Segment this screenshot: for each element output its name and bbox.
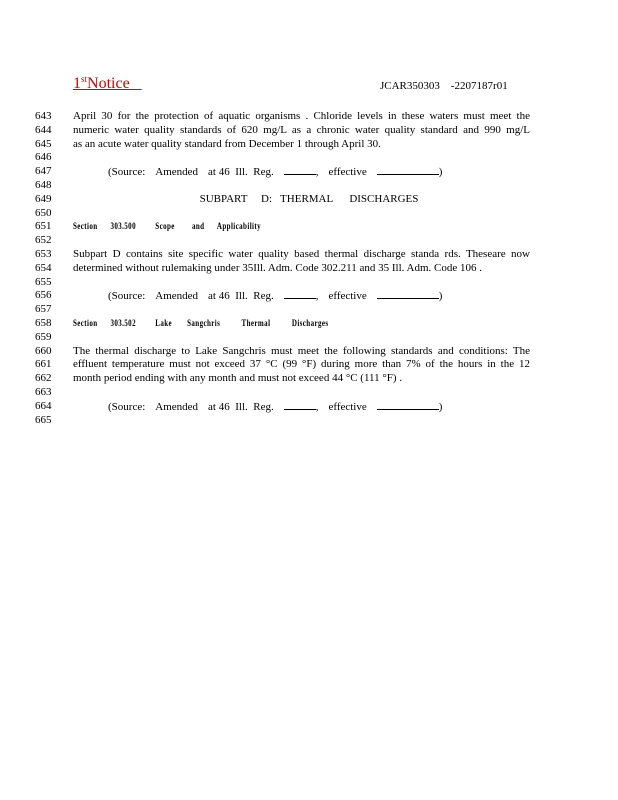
line-number: 664 <box>35 399 52 412</box>
blank-effective-date <box>377 164 439 175</box>
line-number: 643 <box>35 110 52 122</box>
source-note <box>108 164 530 179</box>
document-line <box>0 247 618 261</box>
source-amended: Amended <box>155 290 199 303</box>
source-reg: at 46 Ill. Reg. <box>208 290 274 303</box>
subpart-heading: SUBPART D: THERMAL DISCHARGES <box>199 192 419 205</box>
section-heading: Section 303.502 Lake Sangchris Thermal Discharges <box>73 318 329 328</box>
line-number: 656 <box>35 289 52 302</box>
line-number: 654 <box>35 261 52 274</box>
blank-register-number <box>284 399 316 410</box>
document-line <box>0 178 618 192</box>
document-line <box>0 357 618 371</box>
source-effective: effective <box>328 400 367 413</box>
line-number: 650 <box>35 206 52 219</box>
document-line <box>0 288 618 302</box>
document-line <box>0 330 618 344</box>
document-line <box>0 399 618 413</box>
source-reg: at 46 Ill. Reg. <box>208 166 274 179</box>
line-number: 648 <box>35 179 52 191</box>
blank-effective-date <box>377 399 439 410</box>
source-amended: Amended <box>155 166 199 179</box>
document-line <box>0 344 618 358</box>
source-open: (Source: <box>108 400 146 413</box>
source-effective: effective <box>328 290 367 303</box>
source-effective: effective <box>328 166 367 179</box>
notice-label: 1stNotice <box>73 74 130 92</box>
document-line <box>0 385 618 399</box>
document-line <box>0 316 618 330</box>
document-line <box>0 123 618 137</box>
line-number: 649 <box>35 192 52 205</box>
source-comma: , <box>315 290 319 303</box>
line-text: numeric water quality standards of 620 mg/L as a chronic water quality standard and 990 mg/L <box>73 123 530 136</box>
document-line <box>0 275 618 289</box>
line-number: 658 <box>35 317 52 329</box>
line-text: month period ending with any month and must not exceed 44 °C (111 °F) . <box>73 372 403 385</box>
source-close: ) <box>438 290 443 303</box>
source-note <box>108 288 530 303</box>
document-line <box>0 164 618 178</box>
document-line <box>0 413 618 427</box>
line-number: 662 <box>35 372 52 385</box>
line-text: effluent temperature must not exceed 37 °C (99 °F) during more than 7% of the hours in the 12 <box>73 358 530 371</box>
source-note <box>108 399 530 414</box>
source-reg: at 46 Ill. Reg. <box>208 400 274 413</box>
line-text: April 30 for the protection of aquatic organisms . Chloride levels in these waters must meet the <box>73 110 530 122</box>
source-close: ) <box>438 400 443 413</box>
source-open: (Source: <box>108 290 146 303</box>
line-number: 646 <box>35 151 52 164</box>
line-number: 653 <box>35 248 52 260</box>
blank-register-number <box>284 288 316 299</box>
line-number: 644 <box>35 123 52 136</box>
document-id: JCAR350303 -2207187r01 <box>380 80 508 92</box>
line-number: 663 <box>35 386 52 398</box>
document-line <box>0 150 618 164</box>
line-text: determined without rulemaking under 35Ill. Adm. Code 302.211 and 35 Ill. Adm. Code 106 . <box>73 261 482 274</box>
blank-register-number <box>284 164 316 175</box>
blank-effective-date <box>377 288 439 299</box>
source-comma: , <box>315 166 319 179</box>
document-line <box>0 261 618 275</box>
document-line <box>0 206 618 220</box>
document-line <box>0 219 618 233</box>
section-heading: Section 303.500 Scope and Applicability <box>73 221 262 232</box>
document-line <box>0 109 618 123</box>
line-text: Subpart D contains site specific water quality based thermal discharge standa rds. Theseare now <box>73 248 530 260</box>
line-number: 657 <box>35 303 52 316</box>
source-close: ) <box>438 166 443 179</box>
line-number: 655 <box>35 275 52 288</box>
line-number: 659 <box>35 330 52 343</box>
document-line <box>0 371 618 385</box>
line-number: 645 <box>35 137 52 150</box>
line-text: The thermal discharge to Lake Sangchris must meet the following standards and conditions: The <box>73 344 530 357</box>
document-line <box>0 302 618 316</box>
document-line <box>0 192 618 206</box>
line-number: 652 <box>35 234 52 247</box>
source-amended: Amended <box>155 400 199 413</box>
document-line <box>0 233 618 247</box>
source-open: (Source: <box>108 166 146 179</box>
line-number: 651 <box>35 220 52 233</box>
line-number: 665 <box>35 413 52 426</box>
line-number: 661 <box>35 358 52 371</box>
line-number: 660 <box>35 344 52 357</box>
line-number: 647 <box>35 165 52 178</box>
document-line <box>0 137 618 151</box>
source-comma: , <box>315 400 319 413</box>
line-text: as an acute water quality standard from December 1 through April 30. <box>73 137 381 150</box>
